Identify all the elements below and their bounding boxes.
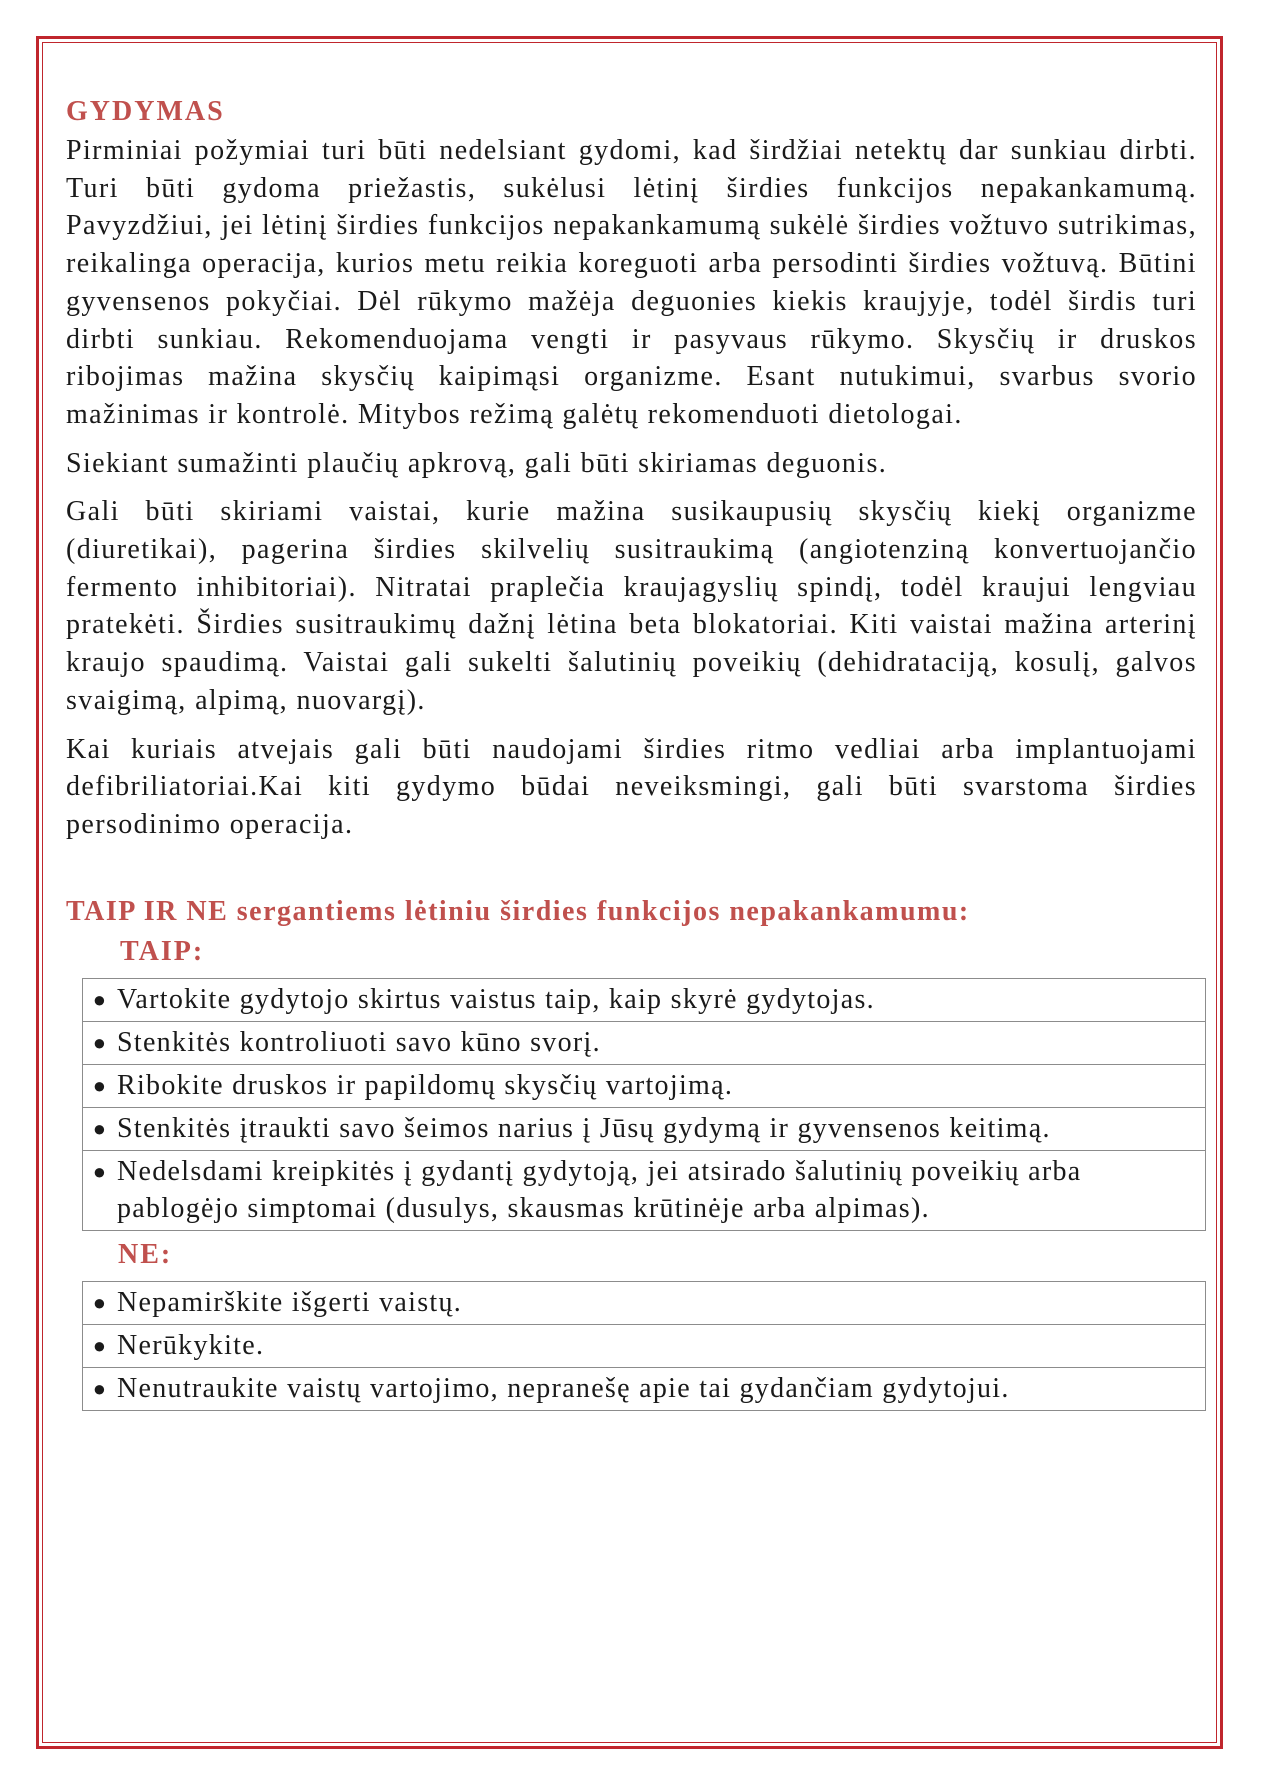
taip-heading: TAIP: [120, 935, 205, 967]
ne-heading: NE: [118, 1238, 173, 1270]
bullet-icon: ● [92, 1072, 108, 1098]
list-item-text: Nedelsdami kreipkitės į gydantį gydytoją, jei atsirado šalutinių poveikių arba pablogėjo simptomai (dusulys, skausmas krūtinėje arba alpimas). [117, 1155, 1082, 1224]
bullet-icon: ● [92, 1115, 108, 1141]
taip-list [82, 978, 1206, 1231]
list-item-text: Ribokite druskos ir papildomų skysčių vartojimą. [117, 1069, 734, 1101]
list-item [83, 979, 1205, 1021]
list-item-text: Nepamirškite išgerti vaistų. [117, 1286, 463, 1318]
list-item-text: Stenkitės įtraukti savo šeimos narius į Jūsų gydymą ir gyvensenos keitimą. [117, 1112, 1051, 1144]
list-item-text: Vartokite gydytojo skirtus vaistus taip, kaip skyrė gydytojas. [117, 983, 875, 1015]
list-item [83, 1107, 1205, 1150]
paragraph-treatment: Pirminiai požymiai turi būti nedelsiant gydomi, kad širdžiai netektų dar sunkiau dirbti. Turi būti gydoma priežastis, sukėlusi lėtinį širdies funkcijos nepakankamumą. Pavyzdžiui, jei lėtinį širdies funkcijos nepakankamumą sukėlė širdies vožtuvo sutrikimas, reikalinga operacija, kurios metu reikia koreguoti arba persodinti širdies vožtuvą. Būtini gyvensenos pokyčiai. Dėl rūkymo mažėja deguonies kiekis kraujyje, todėl širdis turi dirbti sunkiau. Rekomenduojama vengti ir pasyvaus rūkymo. Skysčių ir druskos ribojimas mažina skysčių kaipimąsi organizme. Esant nutukimui, svarbus svorio mažinimas ir kontrolė. Mitybos režimą galėtų rekomenduoti dietologai. [66, 135, 1197, 430]
list-item-text: Nerūkykite. [117, 1329, 265, 1361]
document-content [66, 92, 1197, 1411]
list-item-text: Stenkitės kontroliuoti savo kūno svorį. [117, 1026, 601, 1058]
list-item [83, 1324, 1205, 1367]
list-item-text: Nenutraukite vaistų vartojimo, nepranešę apie tai gydančiam gydytojui. [117, 1372, 1010, 1404]
list-item [83, 1367, 1205, 1410]
section-title: GYDYMAS [66, 96, 225, 127]
bullet-icon: ● [92, 1289, 108, 1315]
list-item [83, 1021, 1205, 1064]
bullet-icon: ● [92, 1332, 108, 1358]
list-item [83, 1064, 1205, 1107]
bullet-icon: ● [92, 1158, 108, 1184]
bullet-icon: ● [92, 1375, 108, 1401]
paragraph-devices: Kai kuriais atvejais gali būti naudojami širdies ritmo vedliai arba implantuojami defibriliatoriai.Kai kiti gydymo būdai neveiksmingi, gali būti svarstoma širdies persodinimo operacija. [66, 733, 1197, 840]
paragraph-oxygen: Siekiant sumažinti plaučių apkrovą, gali būti skiriamas deguonis. [66, 447, 888, 479]
list-item [83, 1150, 1205, 1230]
ne-list [82, 1281, 1206, 1411]
list-item [83, 1282, 1205, 1324]
bullet-icon: ● [92, 1029, 108, 1055]
bullet-icon: ● [92, 986, 108, 1012]
paragraph-medications: Gali būti skiriami vaistai, kurie mažina susikaupusių skysčių kiekį organizme (diuretikai), pagerina širdies skilvelių susitraukimą (angiotenziną konvertuojančio fermento inhibitoriai). Nitratai praplečia kraujagyslių spindį, todėl kraujui lengviau pratekėti. Širdies susitraukimų dažnį lėtina beta blokatoriai. Kiti vaistai mažina arterinį kraujo spaudimą. Vaistai gali sukelti šalutinių poveikių (dehidrataciją, kosulį, galvos svaigimą, alpimą, nuovargį). [66, 496, 1197, 716]
dos-donts-title: TAIP IR NE sergantiems lėtiniu širdies funkcijos nepakankamumu: [66, 895, 970, 927]
